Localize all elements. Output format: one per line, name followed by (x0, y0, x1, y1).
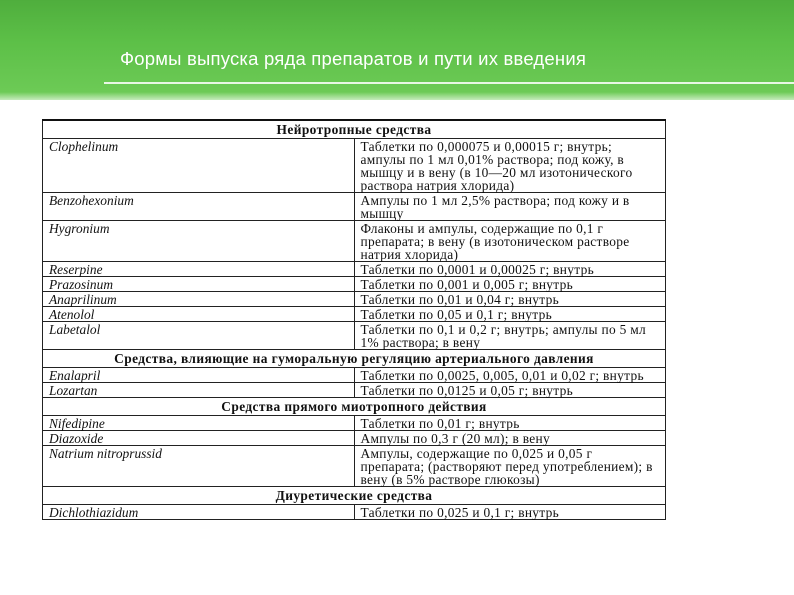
drug-name-cell: Hygronium (43, 221, 355, 262)
slide-title: Формы выпуска ряда препаратов и пути их введения (120, 48, 587, 69)
drug-name-cell: Labetalol (43, 322, 355, 350)
table-row (43, 446, 666, 487)
drug-name-cell: Clophelinum (43, 139, 355, 193)
table-row (43, 307, 666, 322)
table-row (43, 277, 666, 292)
drug-form-cell: Таблетки по 0,0025, 0,005, 0,01 и 0,02 г; внутрь (354, 368, 666, 383)
section-heading: Средства, влияющие на гуморальную регуляцию артериального давления (43, 350, 666, 368)
table-section-row (43, 350, 666, 368)
section-heading: Нейротропные средства (43, 120, 666, 139)
drug-table-image (42, 100, 667, 595)
drug-name-cell: Benzohexonium (43, 193, 355, 221)
table-row (43, 368, 666, 383)
table-row (43, 505, 666, 520)
drug-name-cell: Diazoxide (43, 431, 355, 446)
table-row (43, 221, 666, 262)
drug-name-cell: Anaprilinum (43, 292, 355, 307)
table-row (43, 139, 666, 193)
drug-form-cell: Таблетки по 0,01 и 0,04 г; внутрь (354, 292, 666, 307)
drug-form-cell: Таблетки по 0,0001 и 0,00025 г; внутрь (354, 262, 666, 277)
drug-name-cell: Dichlothiazidum (43, 505, 355, 520)
table-row (43, 322, 666, 350)
drug-form-cell: Ампулы по 1 мл 2,5% раствора; под кожу и в мышцу (354, 193, 666, 221)
table-row (43, 193, 666, 221)
table-row (43, 431, 666, 446)
drug-form-cell: Таблетки по 0,000075 и 0,00015 г; внутрь; ампулы по 1 мл 0,01% раствора; под кожу, в мышцу и в вену (в 10—20 мл изотонического раствора натрия хлорида) (354, 139, 666, 193)
table-section-row (43, 398, 666, 416)
section-heading: Диуретические средства (43, 487, 666, 505)
drug-form-cell: Таблетки по 0,0125 и 0,05 г; внутрь (354, 383, 666, 398)
table-section-row (43, 487, 666, 505)
drug-name-cell: Enalapril (43, 368, 355, 383)
section-heading: Средства прямого миотропного действия (43, 398, 666, 416)
drug-name-cell: Reserpine (43, 262, 355, 277)
table-row (43, 262, 666, 277)
drug-form-cell: Таблетки по 0,05 и 0,1 г; внутрь (354, 307, 666, 322)
table-row (43, 292, 666, 307)
drug-form-cell: Таблетки по 0,01 г; внутрь (354, 416, 666, 431)
table-row (43, 416, 666, 431)
drug-name-cell: Prazosinum (43, 277, 355, 292)
drug-name-cell: Nifedipine (43, 416, 355, 431)
drug-form-cell: Таблетки по 0,001 и 0,005 г; внутрь (354, 277, 666, 292)
drug-name-cell: Lozartan (43, 383, 355, 398)
table-row (43, 383, 666, 398)
table-section-row (43, 120, 666, 139)
drug-name-cell: Atenolol (43, 307, 355, 322)
drug-form-cell: Таблетки по 0,1 и 0,2 г; внутрь; ампулы по 5 мл 1% раствора; в вену (354, 322, 666, 350)
drug-table (42, 119, 666, 520)
drug-form-cell: Таблетки по 0,025 и 0,1 г; внутрь (354, 505, 666, 520)
drug-form-cell: Флаконы и ампулы, содержащие по 0,1 г препарата; в вену (в изотоническом растворе натрия хлорида) (354, 221, 666, 262)
drug-form-cell: Ампулы по 0,3 г (20 мл); в вену (354, 431, 666, 446)
drug-name-cell: Natrium nitroprussid (43, 446, 355, 487)
header-divider (104, 82, 794, 84)
drug-form-cell: Ампулы, содержащие по 0,025 и 0,05 г препарата; (растворяют перед употреблением); в вену (в 5% растворе глюкозы) (354, 446, 666, 487)
